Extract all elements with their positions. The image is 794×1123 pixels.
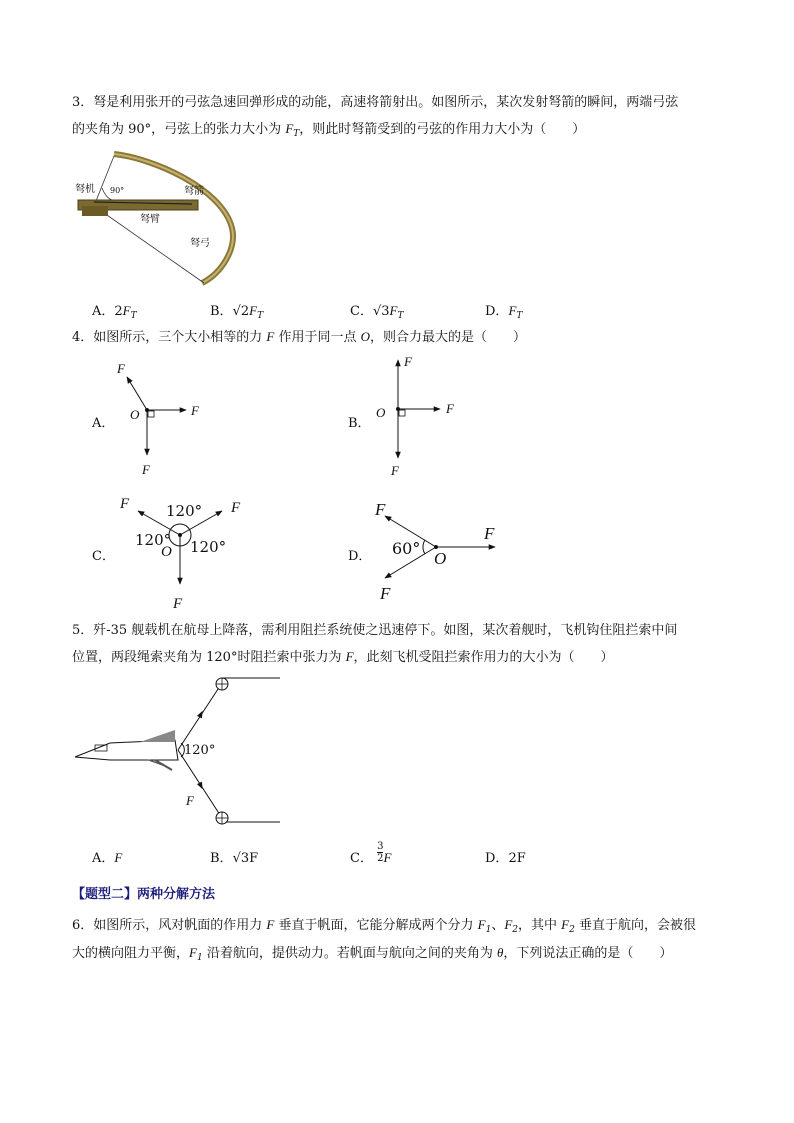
- diagram-c-label-o: O: [161, 544, 172, 560]
- q5-option-b[interactable]: [210, 847, 258, 866]
- q5-force-symbol: F: [345, 649, 354, 664]
- option-sub: T: [516, 311, 523, 321]
- q4-force-symbol: F: [266, 329, 275, 344]
- option-key: D．: [485, 304, 509, 319]
- option-text: √3F: [232, 851, 259, 866]
- q3-tension-subscript: T: [293, 129, 300, 139]
- diagram-b-label-f1: F: [404, 354, 412, 369]
- section-title: 【题型二】两种分解方法: [72, 887, 216, 902]
- option-text: 2F: [508, 851, 526, 866]
- option-key: B．: [210, 851, 233, 866]
- diagram-d-label-o: O: [434, 549, 447, 568]
- diagram-c-angle-left: 120°: [135, 531, 172, 549]
- diagram-c-label-f1: F: [120, 496, 130, 512]
- q5-option-c[interactable]: [350, 841, 392, 866]
- option-key: A．: [92, 304, 115, 319]
- q6-text-e: 垂直于航向，会被很: [574, 918, 696, 933]
- diagram-d-angle: 60°: [392, 539, 421, 558]
- diagram-d-label-f3: F: [380, 584, 391, 603]
- jet-body: [75, 740, 178, 760]
- diagram-c-label-f3: F: [173, 596, 183, 612]
- option-symbol: F: [249, 303, 258, 318]
- q5-text-a: 位置，两段绳索夹角为 120°时阻拦索中张力为: [72, 650, 346, 665]
- q6-f1-symbol-2: F: [189, 945, 197, 960]
- q6-line2: [72, 940, 672, 971]
- q4-option-c[interactable]: C．: [92, 549, 115, 564]
- crossbow-label-bow: 弩弓: [190, 238, 210, 249]
- q6-f2-sub: 2: [512, 925, 519, 935]
- q6-text-h: ，下列说法正确的是（ ）: [503, 946, 673, 961]
- q6-text-c: 、: [491, 918, 505, 933]
- q3-line2-text-b: ，则此时弩箭受到的弓弦的作用力大小为（ ）: [299, 122, 586, 137]
- jet-tail-fin: [140, 730, 175, 742]
- diagram-d-label-f2: F: [484, 524, 495, 543]
- q4-option-b[interactable]: B．: [348, 416, 371, 431]
- q6-theta-symbol: θ: [496, 945, 504, 960]
- q5-line1: 5．歼-35 舰载机在航母上降落，需利用阻拦系统使之迅速停下。如图，某次着舰时，飞机钩住阻拦索中间: [72, 623, 678, 638]
- cable-upper: [178, 683, 222, 750]
- q4-text-b: 作用于同一点: [274, 330, 361, 345]
- diagram-c-angle-right: 120°: [190, 538, 227, 556]
- q5-option-d[interactable]: [485, 847, 526, 866]
- q5-text-b: ，此刻飞机受阻拦索作用力的大小为（ ）: [353, 650, 614, 665]
- option-key: B．: [210, 304, 233, 319]
- q6-f1-symbol: F: [477, 917, 486, 932]
- cable-lower-arrow: [200, 784, 201, 786]
- q6-f1-sub-2: 1: [196, 953, 203, 963]
- q6-text-d: ，其中: [518, 918, 562, 933]
- q3-line2-text-a: 的夹角为 90°，弓弦上的张力大小为: [72, 122, 286, 137]
- diagram-a-label-o: O: [130, 407, 140, 422]
- q6-force-symbol: F: [266, 917, 275, 932]
- option-key: C．: [350, 851, 373, 866]
- diagram-a-label-f1: F: [117, 361, 125, 376]
- option-symbol: F: [389, 303, 398, 318]
- q4-option-d[interactable]: D．: [348, 549, 372, 564]
- diagram-b-label-o: O: [376, 405, 386, 420]
- q6-text-b: 垂直于帆面，它能分解成两个分力: [274, 918, 478, 933]
- option-sub: T: [130, 311, 137, 321]
- q6-text-f: 大的横向阻力平衡，: [72, 946, 190, 961]
- fraction-numerator: 3: [377, 841, 384, 852]
- q6-f2-sub-2: 2: [569, 925, 575, 935]
- option-key: D．: [485, 851, 509, 866]
- diagram-a-label-f2: F: [191, 403, 199, 418]
- jet-stabilizer: [155, 760, 172, 770]
- q4-text-c: ，则合力最大的是（ ）: [370, 330, 527, 345]
- option-coef: √2: [232, 304, 250, 319]
- option-sub: T: [257, 311, 264, 321]
- q6-f2-symbol-2: F: [561, 917, 570, 932]
- option-text: F: [114, 850, 123, 865]
- crossbow-label-angle: 90°: [110, 186, 125, 195]
- diagram-b-label-f2: F: [446, 401, 454, 416]
- option-key: C．: [350, 304, 373, 319]
- q5-angle-label: 120°: [184, 743, 216, 758]
- diagram-d-label-f1: F: [375, 500, 386, 519]
- q5-option-a[interactable]: [92, 847, 122, 866]
- q6-text-a: 6．如图所示，风对帆面的作用力: [72, 918, 267, 933]
- option-coef: 2: [114, 304, 123, 319]
- q6-line1: [72, 912, 696, 943]
- q6-text-g: 沿着航向，提供动力。若帆面与航向之间的夹角为: [202, 946, 497, 961]
- q6-f1-sub: 1: [485, 925, 492, 935]
- crossbow-label-arrow: 弩箭: [184, 186, 204, 197]
- diagram-b-label-f3: F: [391, 463, 399, 478]
- q3-tension-symbol: F: [285, 121, 294, 136]
- q6-f2-symbol: F: [504, 917, 513, 932]
- option-key: A．: [92, 851, 115, 866]
- diagram-a-label-f3: F: [142, 462, 150, 477]
- q4-point-symbol: O: [360, 329, 371, 344]
- q3-line1: 3．弩是利用张开的弓弦急速回弹形成的动能，高速将箭射出。如图所示，某次发射弩箭的瞬间，两端弓弦: [72, 95, 679, 110]
- option-symbol: F: [508, 303, 517, 318]
- option-coef: √3: [372, 304, 390, 319]
- option-text: F: [383, 850, 392, 865]
- diagram-c-angle-top: 120°: [166, 502, 203, 520]
- fraction-denominator: 2: [377, 853, 384, 864]
- crossbow-label-trigger: 弩机: [75, 184, 95, 195]
- q4-text-a: 4．如图所示，三个大小相等的力: [72, 330, 267, 345]
- q5-force-label: F: [186, 793, 194, 808]
- crossbow-label-stock: 弩臂: [140, 214, 160, 225]
- q4-option-a[interactable]: A．: [92, 416, 115, 431]
- diagram-c-label-f2: F: [231, 500, 241, 516]
- option-sub: T: [397, 311, 404, 321]
- option-symbol: F: [122, 303, 131, 318]
